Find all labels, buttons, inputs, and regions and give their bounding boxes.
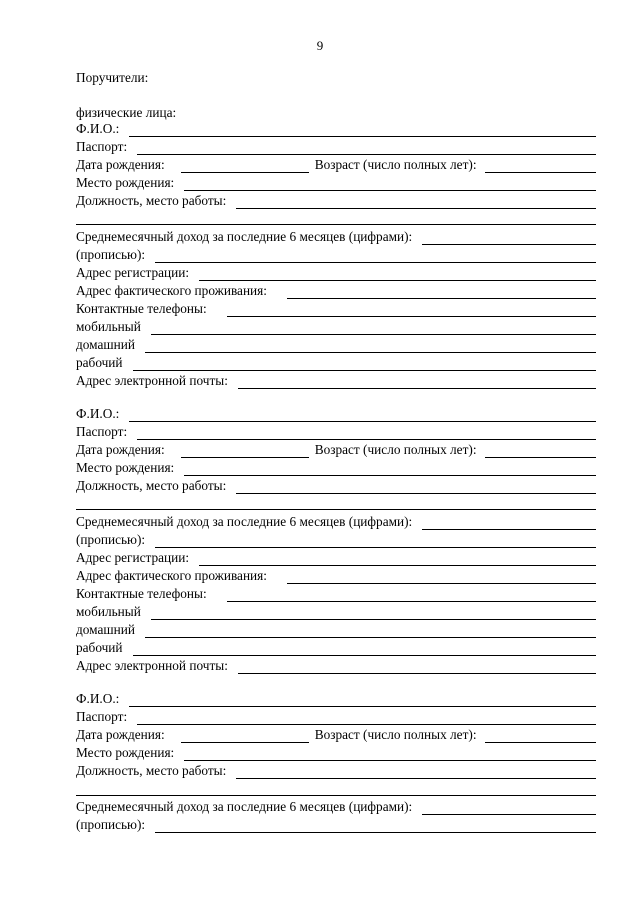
income-words-field[interactable]: [155, 818, 596, 833]
reg-address-field[interactable]: [199, 551, 596, 566]
section-subheading: физические лица:: [76, 105, 177, 120]
work-phone-field[interactable]: [133, 356, 596, 371]
income-words-label: (прописью):: [76, 247, 146, 262]
work-phone-row: [76, 638, 596, 656]
email-field[interactable]: [238, 659, 596, 674]
passport-row: [76, 422, 596, 440]
job-field[interactable]: [236, 194, 596, 209]
fio-label: Ф.И.О.:: [76, 121, 120, 136]
passport-label: Паспорт:: [76, 709, 128, 724]
income-words-label: (прописью):: [76, 532, 146, 547]
income-digits-label: Среднемесячный доход за последние 6 месяцев (цифрами):: [76, 799, 413, 814]
job-continuation-line[interactable]: [76, 509, 596, 510]
job-field[interactable]: [236, 764, 596, 779]
mobile-phone-row: [76, 602, 596, 620]
fio-field[interactable]: [129, 407, 596, 422]
passport-label: Паспорт:: [76, 424, 128, 439]
job-continuation-line[interactable]: [76, 224, 596, 225]
fio-label: Ф.И.О.:: [76, 406, 120, 421]
home-phone-row: [76, 620, 596, 638]
income-words-label: (прописью):: [76, 817, 146, 832]
age-label: Возраст (число полных лет):: [314, 727, 477, 742]
income-words-row: [76, 530, 596, 548]
income-digits-row: [76, 797, 596, 815]
home-phone-field[interactable]: [145, 338, 596, 353]
section-heading: Поручители:: [76, 70, 149, 85]
home-phone-label: домашний: [76, 622, 135, 637]
birth-date-row: [76, 440, 596, 458]
passport-row: [76, 707, 596, 725]
email-field[interactable]: [238, 374, 596, 389]
email-label: Адрес электронной почты:: [76, 658, 228, 673]
email-label: Адрес электронной почты:: [76, 373, 228, 388]
fio-row: [76, 404, 596, 422]
job-row: [76, 761, 596, 779]
income-digits-row: [76, 512, 596, 530]
home-phone-field[interactable]: [145, 623, 596, 638]
income-digits-field[interactable]: [422, 800, 596, 815]
birth-place-row: [76, 743, 596, 761]
age-field[interactable]: [485, 728, 596, 743]
job-continuation-line[interactable]: [76, 795, 596, 796]
passport-field[interactable]: [137, 140, 596, 155]
phones-field[interactable]: [227, 587, 596, 602]
mobile-phone-row: [76, 317, 596, 335]
job-label: Должность, место работы:: [76, 193, 227, 208]
fio-row: [76, 689, 596, 707]
income-words-row: [76, 245, 596, 263]
phones-field[interactable]: [227, 302, 596, 317]
home-phone-label: домашний: [76, 337, 135, 352]
job-label: Должность, место работы:: [76, 763, 227, 778]
birth-place-label: Место рождения:: [76, 460, 175, 475]
income-digits-label: Среднемесячный доход за последние 6 месяцев (цифрами):: [76, 514, 413, 529]
job-row: [76, 476, 596, 494]
work-phone-field[interactable]: [133, 641, 596, 656]
birth-place-field[interactable]: [184, 176, 596, 191]
birth-date-label: Дата рождения:: [76, 442, 165, 457]
reg-address-field[interactable]: [199, 266, 596, 281]
actual-address-field[interactable]: [287, 284, 596, 299]
birth-place-label: Место рождения:: [76, 745, 175, 760]
job-field[interactable]: [236, 479, 596, 494]
fio-label: Ф.И.О.:: [76, 691, 120, 706]
job-label: Должность, место работы:: [76, 478, 227, 493]
mobile-phone-label: мобильный: [76, 319, 141, 334]
birth-date-field[interactable]: [181, 443, 309, 458]
phones-label: Контактные телефоны:: [76, 586, 207, 601]
email-row: [76, 656, 596, 674]
birth-place-row: [76, 458, 596, 476]
birth-place-row: [76, 173, 596, 191]
income-digits-field[interactable]: [422, 230, 596, 245]
fio-field[interactable]: [129, 692, 596, 707]
mobile-phone-field[interactable]: [151, 605, 596, 620]
birth-date-label: Дата рождения:: [76, 727, 165, 742]
income-digits-label: Среднемесячный доход за последние 6 месяцев (цифрами):: [76, 229, 413, 244]
income-digits-field[interactable]: [422, 515, 596, 530]
actual-address-row: [76, 281, 596, 299]
fio-field[interactable]: [129, 122, 596, 137]
phones-label: Контактные телефоны:: [76, 301, 207, 316]
email-row: [76, 371, 596, 389]
work-phone-row: [76, 353, 596, 371]
reg-address-row: [76, 548, 596, 566]
actual-address-label: Адрес фактического проживания:: [76, 283, 267, 298]
income-words-field[interactable]: [155, 533, 596, 548]
reg-address-label: Адрес регистрации:: [76, 265, 190, 280]
birth-date-row: [76, 725, 596, 743]
age-label: Возраст (число полных лет):: [314, 442, 477, 457]
passport-row: [76, 137, 596, 155]
phones-row: [76, 584, 596, 602]
home-phone-row: [76, 335, 596, 353]
age-field[interactable]: [485, 443, 596, 458]
actual-address-field[interactable]: [287, 569, 596, 584]
phones-row: [76, 299, 596, 317]
actual-address-row: [76, 566, 596, 584]
fio-row: [76, 119, 596, 137]
birth-date-row: [76, 155, 596, 173]
birth-place-field[interactable]: [184, 461, 596, 476]
actual-address-label: Адрес фактического проживания:: [76, 568, 267, 583]
passport-field[interactable]: [137, 425, 596, 440]
reg-address-row: [76, 263, 596, 281]
job-row: [76, 191, 596, 209]
age-label: Возраст (число полных лет):: [314, 157, 477, 172]
page-number: 9: [316, 38, 324, 53]
passport-field[interactable]: [137, 710, 596, 725]
birth-place-label: Место рождения:: [76, 175, 175, 190]
income-digits-row: [76, 227, 596, 245]
work-phone-label: рабочий: [76, 355, 123, 370]
reg-address-label: Адрес регистрации:: [76, 550, 190, 565]
birth-date-field[interactable]: [181, 728, 309, 743]
mobile-phone-label: мобильный: [76, 604, 141, 619]
income-words-row: [76, 815, 596, 833]
age-field[interactable]: [485, 158, 596, 173]
birth-place-field[interactable]: [184, 746, 596, 761]
passport-label: Паспорт:: [76, 139, 128, 154]
work-phone-label: рабочий: [76, 640, 123, 655]
birth-date-field[interactable]: [181, 158, 309, 173]
income-words-field[interactable]: [155, 248, 596, 263]
birth-date-label: Дата рождения:: [76, 157, 165, 172]
mobile-phone-field[interactable]: [151, 320, 596, 335]
